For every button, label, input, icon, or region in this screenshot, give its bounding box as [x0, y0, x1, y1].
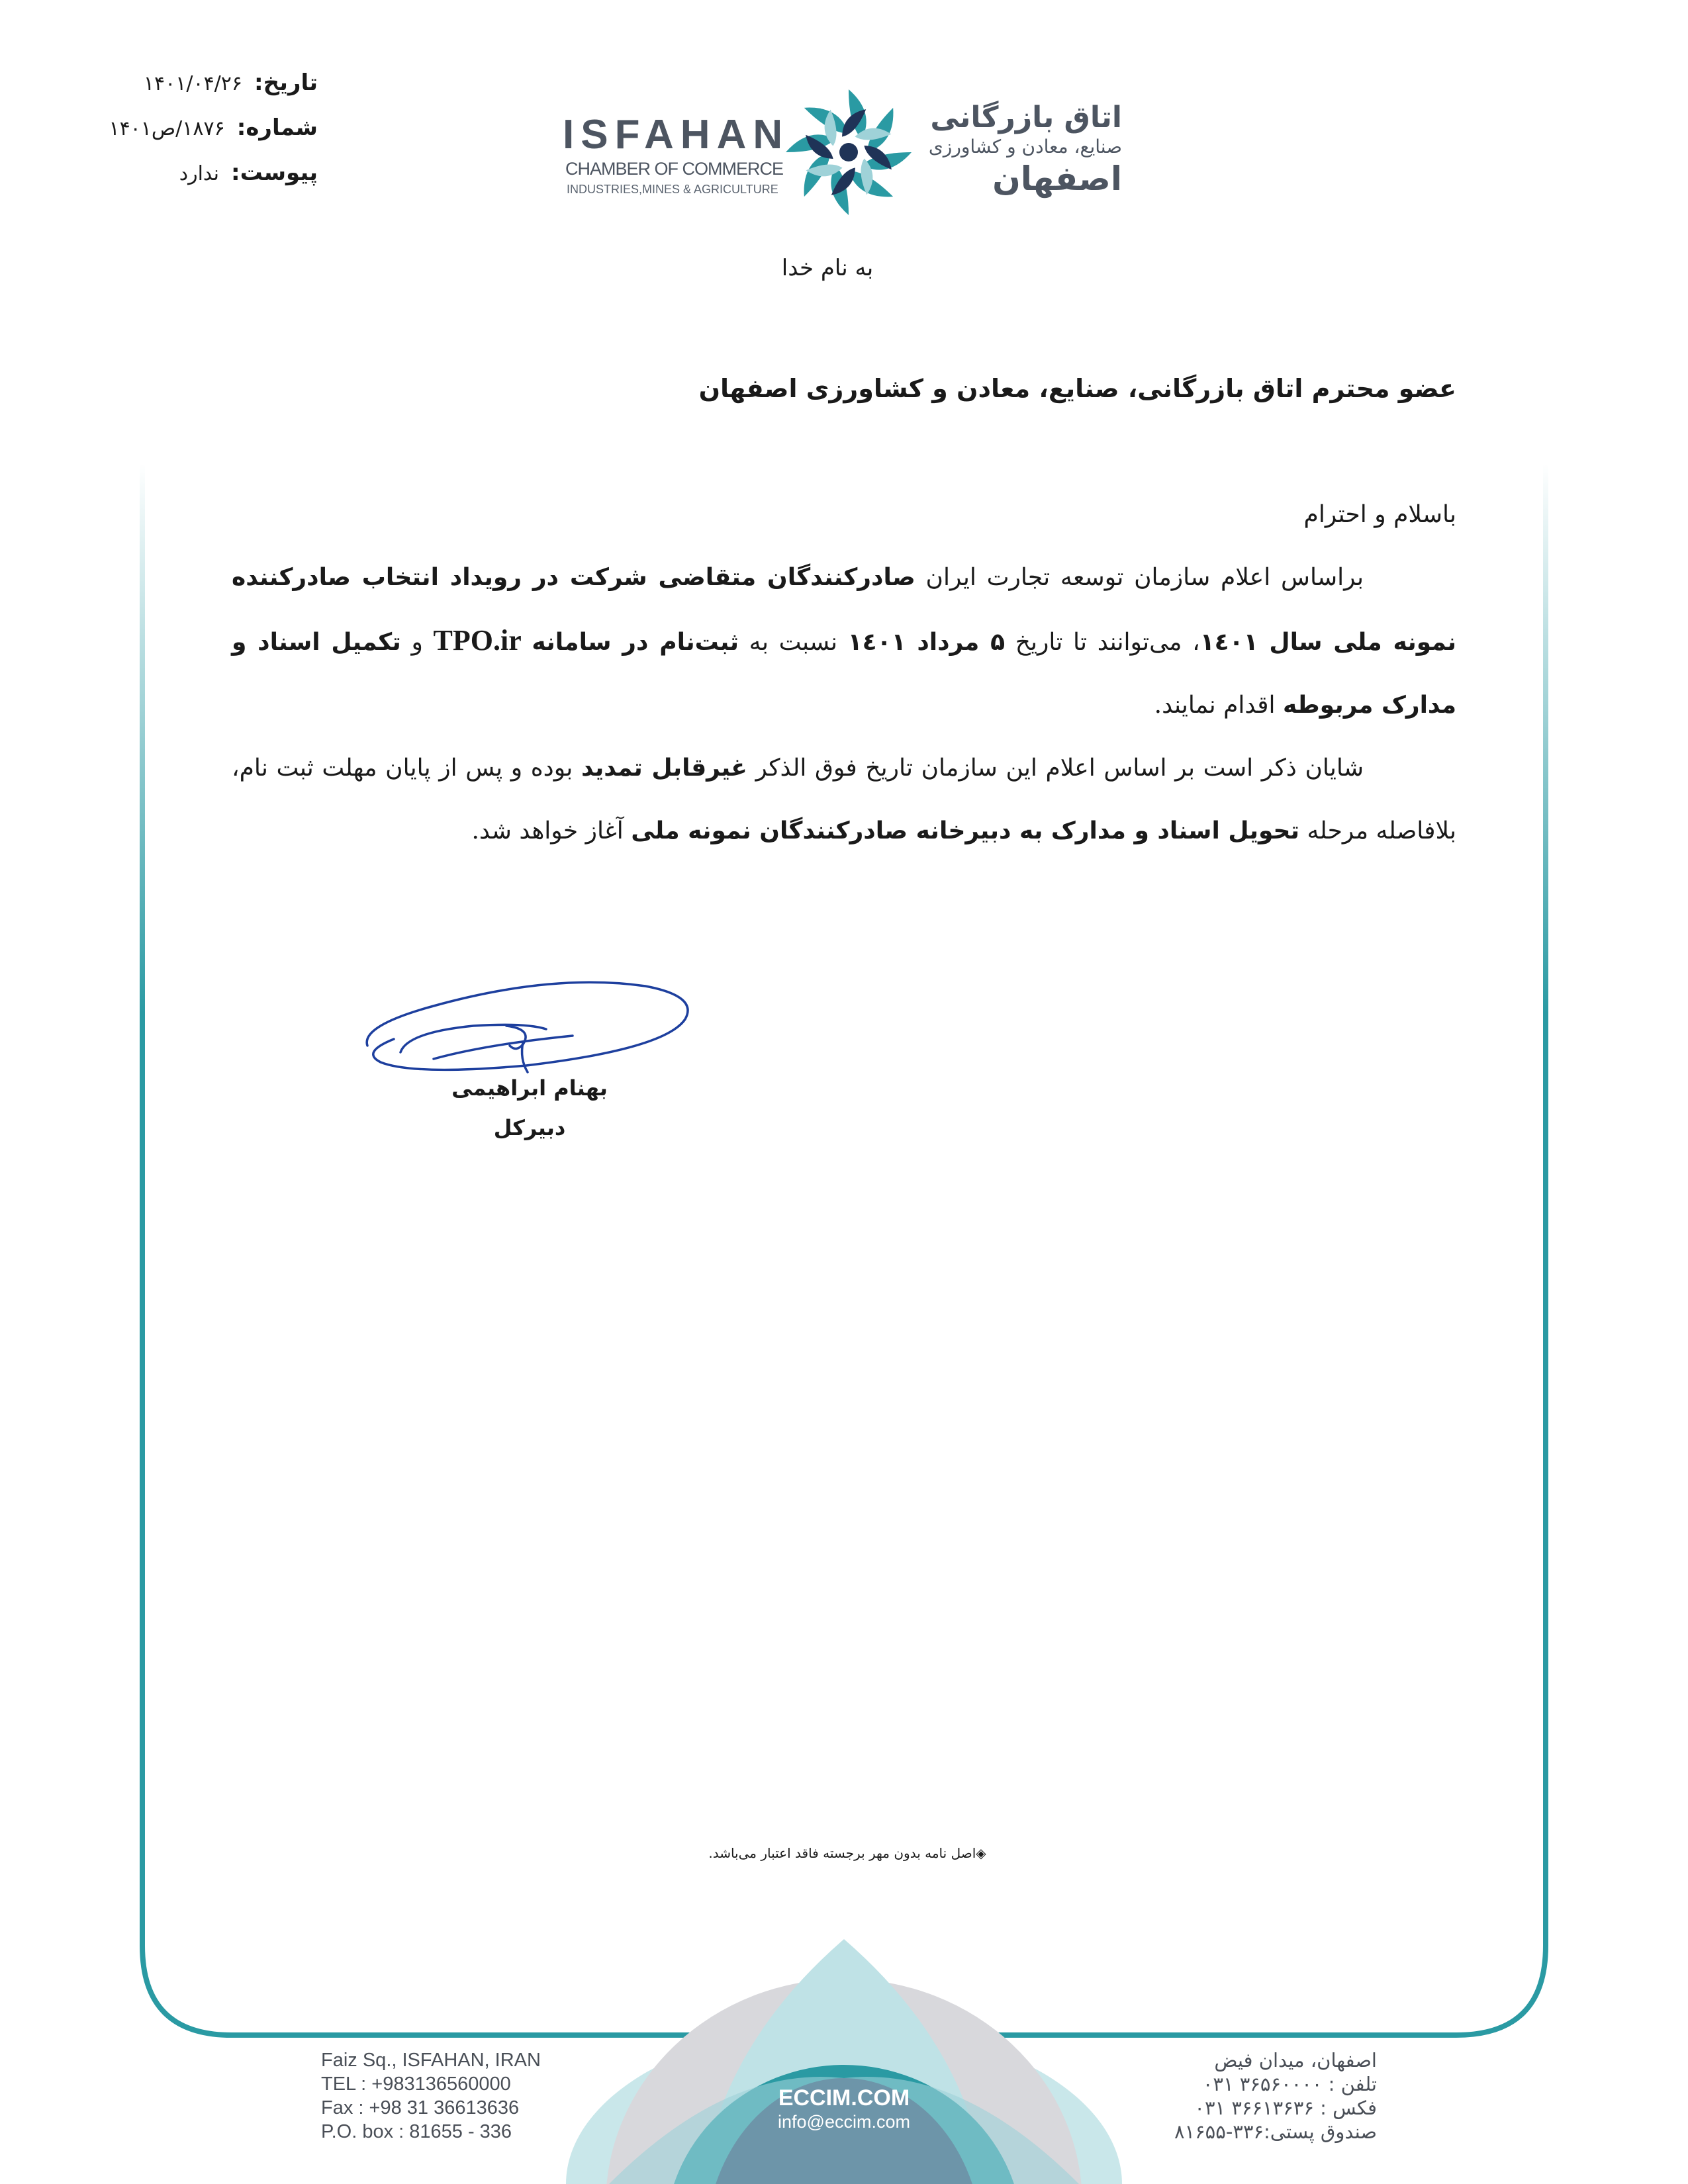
paragraph-1: [232, 546, 1456, 737]
footer-emblem: [566, 1939, 1122, 2184]
greeting: باسلام و احترام: [1303, 501, 1456, 528]
attachment-row: [99, 159, 318, 205]
paragraph-2: [232, 737, 1456, 862]
p2-bold-2: تحویل اسناد و مدارک به دبیرخانه صادرکنندگان نمونه ملی: [631, 817, 1300, 844]
signer-name: بهنام ابراهیمی: [451, 1075, 608, 1101]
handwritten-signature: [354, 966, 705, 1085]
logo-en-sectors: INDUSTRIES,MINES & AGRICULTURE: [567, 183, 778, 196]
date-row: [99, 69, 318, 114]
footer-en-tel: TEL : +983136560000: [321, 2073, 511, 2095]
p1-bold-2: ۵ مرداد ۱٤۰۱: [847, 629, 1006, 656]
p1-text-3: نسبت به: [738, 629, 848, 656]
logo-fa-text: [923, 101, 1122, 199]
footer-email-link[interactable]: info@eccim.com: [778, 2112, 910, 2132]
seal-notice: ◈اصل نامه بدون مهر برجسته فاقد اعتبار می‌باشد.: [708, 1845, 986, 1861]
chamber-logo: [563, 86, 1125, 218]
signer-title: دبیرکل: [493, 1115, 566, 1140]
letter-body: [232, 483, 1456, 862]
letter-meta: [99, 69, 318, 205]
logo-en-subtitle: CHAMBER OF COMMERCE: [565, 159, 784, 179]
date-label: تاریخ:: [254, 69, 318, 96]
attachment-value: ندارد: [179, 162, 219, 185]
p1-text-2: ، می‌توانند تا تاریخ: [1005, 629, 1200, 656]
footer-en-fax: Fax : +98 31 36613636: [321, 2097, 520, 2118]
footer-fa-po: صندوق پستی:۳۳۶-۸۱۶۵۵: [1174, 2120, 1377, 2143]
footer-website-link[interactable]: ECCIM.COM: [778, 2085, 910, 2111]
number-row: [99, 114, 318, 159]
p1-bold-1: صادرکنندگان متقاضی شرکت در رویداد انتخاب صادرکننده نمونه ملی سال ۱٤۰۱: [232, 564, 1457, 656]
logo-en-name: ISFAHAN: [563, 112, 790, 158]
p2-text-1: شایان ذکر است بر اساس اعلام این سازمان تاریخ فوق الذکر: [747, 754, 1364, 782]
p1-text-5: اقدام نمایند.: [1154, 692, 1283, 719]
basmala: به نام خدا: [781, 255, 874, 281]
date-value: ۱۴۰۱/۰۴/۲۶: [143, 72, 243, 95]
footer-web: [741, 2085, 947, 2132]
footer-fa-fax: فکس : ۳۶۶۱۳۶۳۶ ۰۳۱: [1194, 2097, 1377, 2119]
p2-bold-1: غیرقابل تمدید: [581, 754, 747, 782]
footer-en-po: P.O. box : 81655 - 336: [321, 2121, 512, 2142]
logo-fa-line1: اتاق بازرگانی: [930, 101, 1122, 134]
logo-fa-line3: اصفهان: [992, 159, 1122, 198]
number-label: شماره:: [236, 114, 318, 141]
p1-site-name: TPO.ir: [433, 624, 522, 657]
footer-fa-tel: تلفن : ۳۶۵۶۰۰۰۰ ۰۳۱: [1202, 2073, 1377, 2095]
footer-en-address: Faiz Sq., ISFAHAN, IRAN: [321, 2050, 541, 2071]
logo-fa-line2: صنایع، معادن و کشاورزی: [928, 136, 1122, 158]
p1-text-1: براساس اعلام سازمان توسعه تجارت ایران: [915, 564, 1364, 591]
footer-en-contact: [321, 2048, 619, 2144]
addressee: عضو محترم اتاق بازرگانی، صنایع، معادن و کشاورزی اصفهان: [698, 374, 1456, 403]
p1-bold-3: ثبت‌نام در سامانه: [532, 629, 739, 656]
p2-text-3: آغاز خواهد شد.: [471, 817, 632, 844]
footer-fa-contact: [1112, 2048, 1377, 2144]
logo-emblem-icon: [782, 86, 915, 218]
attachment-label: پیوست:: [231, 159, 318, 186]
number-value: ۱۸۷۶/ص۱۴۰۱: [109, 117, 225, 140]
footer-fa-address: اصفهان، میدان فیض: [1214, 2049, 1377, 2071]
p1-text-4: و: [400, 629, 434, 656]
p1-bold-4: تکمیل اسناد و مدارک مربوطه: [232, 629, 1456, 719]
p2-text-2: بوده و پس از پایان مهلت ثبت نام، بلافاصله مرحله: [232, 754, 1456, 844]
